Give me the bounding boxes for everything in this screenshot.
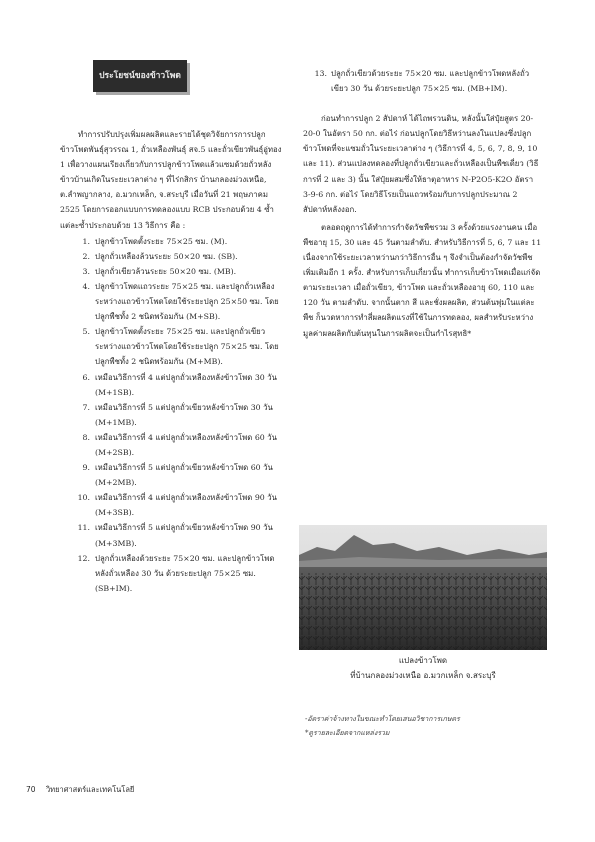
item-text: ปลูกถั่วเหลืองล้วนระยะ 50×20 ซม. (SB). xyxy=(95,251,238,261)
list-item xyxy=(60,370,282,400)
journal-name: วิทยาศาสตร์และเทคโนโลยี xyxy=(45,785,135,794)
item-text: เหมือนวิธีการที่ 5 แต่ปลูกถั่วเขียวหลังข้าวโพด 60 วัน (M+2MB). xyxy=(95,463,273,488)
item-number: 13. xyxy=(314,69,327,78)
footnote-2: *ดูรายละเอียดจากแหล่งรวม xyxy=(305,729,390,737)
item-number: 3. xyxy=(82,266,90,276)
item-text: เหมือนวิธีการที่ 4 แต่ปลูกถั่วเหลืองหลังข้าวโพด 60 วัน (M+2SB). xyxy=(95,432,277,457)
list-item xyxy=(60,400,282,430)
item-number: 6. xyxy=(82,372,90,382)
item-text: เหมือนวิธีการที่ 5 แต่ปลูกถั่วเขียวหลังข้าวโพด 30 วัน (M+1MB). xyxy=(95,402,273,427)
intro-paragraph: ทำการปรับปรุงเพิ่มผลผลิตและรายได้ชุดวิจัยการการปลูกข้าวโพดพันธุ์สุวรรณ 1, ถั่วเหลืองพันธุ์ สจ.5 และถั่วเขียวพันธุ์อู่ทอง 1 เพื่อวางแผนเรียงเกี่ยวกับการปลูกข้าวโพดแล้วแซมด้วยถั่วหลังข้าวบ้านเกิดในระยะเวลาต่าง ๆ ที่ไร่กสิกร บ้านกลองม่วงเหนือ, ต.ลำพญากลาง, อ.มวกเหล็ก, จ.สระบุรี เมื่อวันที่ 21 พฤษภาคม 2525 โดยการออกแบบการทดลองแบบ RCB ประกอบด้วย 4 ซ้ำ แต่ละซ้ำประกอบด้วย 13 วิธีการ คือ : xyxy=(60,130,282,230)
item-text: ปลูกข้าวโพดตั้งระยะ 75×25 ซม. (M). xyxy=(95,236,228,246)
caption-line-2: ที่บ้านกลองม่วงเหนือ อ.มวกเหล็ก จ.สระบุรี xyxy=(350,671,496,680)
item-text: เหมือนวิธีการที่ 5 แต่ปลูกถั่วเขียวหลังข้าวโพด 90 วัน (M+3MB). xyxy=(95,523,273,548)
list-item xyxy=(60,430,282,460)
item-number: 2. xyxy=(82,251,90,261)
item-text: เหมือนวิธีการที่ 4 แต่ปลูกถั่วเหลืองหลังข้าวโพด 90 วัน (M+3SB). xyxy=(95,493,277,518)
item-number: 11. xyxy=(77,523,90,533)
item-number: 9. xyxy=(82,463,90,473)
item-text: ปลูกข้าวโพดตั้งระยะ 75×25 ซม. และปลูกถั่วเขียวระหว่างแถวข้าวโพดโดยใช้ระยะปลูก 75×25 ซม. โดยปลูกพืชทั้ง 2 ชนิดพร้อมกัน (M+MB). xyxy=(95,327,279,367)
item-text: ปลูกถั่วเหลืองด้วยระยะ 75×20 ซม. และปลูกข้าวโพดหลังถั่วเหลือง 30 วัน ด้วยระยะปลูก 75×25 ซม. (SB+IM). xyxy=(95,553,275,593)
banner-title: ประโยชน์ของข้าวโพด xyxy=(99,71,181,81)
body-paragraph-2: ตลอดฤดูการได้ทำการกำจัดวัชพืชรวม 3 ครั้งด้วยแรงงานคน เมื่อพืชอายุ 15, 30 และ 45 วันตามลำดับ. สำหรับวิธีการที่ 5, 6, 7 และ 11 เนื่องจากใช้ระยะเวลาหว่านกว่าวิธีการอื่น ๆ จึงจำเป็นต้องกำจัดวัชพืชเพิ่มเติมอีก 1 ครั้ง. สำหรับการเก็บเกี่ยวนั้น ทำการเก็บข้าวโพดเมื่อแก่จัดตามระยะเวลา เมื่อถั่วเขียว, ข้าวโพด และถั่วเหลืองอายุ 60, 110 และ 120 วัน ตามลำดับ. จากนั้นตาก สี และชั่งผลผลิต, ส่วนต้นพุ่มในแต่ละพืช ก็นวดหาการทำสี่ผลผลิตแรงที่ใช้ในการทดลอง, ผลสำหรับระหว่างมูลค่าผลผลิตกับต้นทุนในการผลิตจะเป็นกำไรสุทธิ* xyxy=(303,222,542,338)
item-number: 4. xyxy=(82,281,90,291)
item-text: ปลูกถั่วเขียวด้วยระยะ 75×20 ซม. และปลูกข้าวโพดหลังถั่วเขียว 30 วัน ด้วยระยะปลูก 75×25 ซม. (MB+IM). xyxy=(331,69,530,94)
item-text: ปลูกถั่วเขียวล้วนระยะ 50×20 ซม. (MB). xyxy=(95,266,237,276)
list-item xyxy=(60,234,282,249)
list-item xyxy=(303,66,543,96)
list-item xyxy=(60,324,282,369)
caption-line-1: แปลงข้าวโพด xyxy=(398,656,448,665)
list-item xyxy=(60,490,282,520)
photo-caption xyxy=(300,653,546,683)
right-column xyxy=(303,66,543,341)
list-item xyxy=(60,279,282,324)
item-number: 12. xyxy=(77,553,90,563)
footnotes xyxy=(305,712,545,740)
footnote-1: -อัตราค่าจ้างทางในขณะทำโดยเสนอวิชาการเกษตร xyxy=(305,715,460,723)
item-number: 5. xyxy=(82,327,90,337)
list-item xyxy=(60,264,282,279)
page-number: 70 xyxy=(26,785,36,794)
list-item xyxy=(60,249,282,264)
page-footer xyxy=(26,784,142,796)
item-number: 10. xyxy=(77,493,90,503)
list-item xyxy=(60,460,282,490)
body-paragraph-1: ก่อนทำการปลูก 2 สัปดาห์ ได้ไถพรวนดิน, หลังนั้นใส่ปุ๋ยสูตร 20-20-0 ในอัตรา 50 กก. ต่อไร่ ก่อนปลูกโดยวิธีหว่านลงในแปลงซึ่งปลูกข้าวโพดที่จะแซมถั่วในระยะเวลาต่าง ๆ (วิธีการที่ 4, 5, 6, 7, 8, 9, 10 และ 11). ส่วนแปลงทดลองที่ปลูกถั่วเขียวและถั่วเหลืองเป็นพืชเดี่ยว (วิธีการที่ 2 และ 3) นั้น ใส่ปุ๋ยผสมซึ่งให้ธาตุอาหาร N-P2O5-K2O อัตรา 3-9-6 กก. ต่อไร่ โดยวิธีโรยเป็นแถวพร้อมกับการปลูกประมาณ 2 สัปดาห์หลังงอก. xyxy=(303,114,539,214)
item-text: เหมือนวิธีการที่ 4 แต่ปลูกถั่วเหลืองหลังข้าวโพด 30 วัน (M+1SB). xyxy=(95,372,277,397)
section-banner xyxy=(93,60,187,92)
item-text: ปลูกข้าวโพดแถวระยะ 75×25 ซม. และปลูกถั่วเหลืองระหว่างแถวข้าวโพดโดยใช้ระยะปลูก 25×50 ซม. โดยปลูกพืชทั้ง 2 ชนิดพร้อมกัน (M+SB). xyxy=(95,281,279,322)
item-number: 1. xyxy=(82,236,90,246)
list-item xyxy=(60,551,282,596)
item-number: 7. xyxy=(82,402,90,412)
item-number: 8. xyxy=(82,432,90,442)
methods-list xyxy=(60,234,282,596)
list-item xyxy=(60,520,282,550)
left-column xyxy=(60,127,282,596)
field-photo xyxy=(299,525,547,650)
